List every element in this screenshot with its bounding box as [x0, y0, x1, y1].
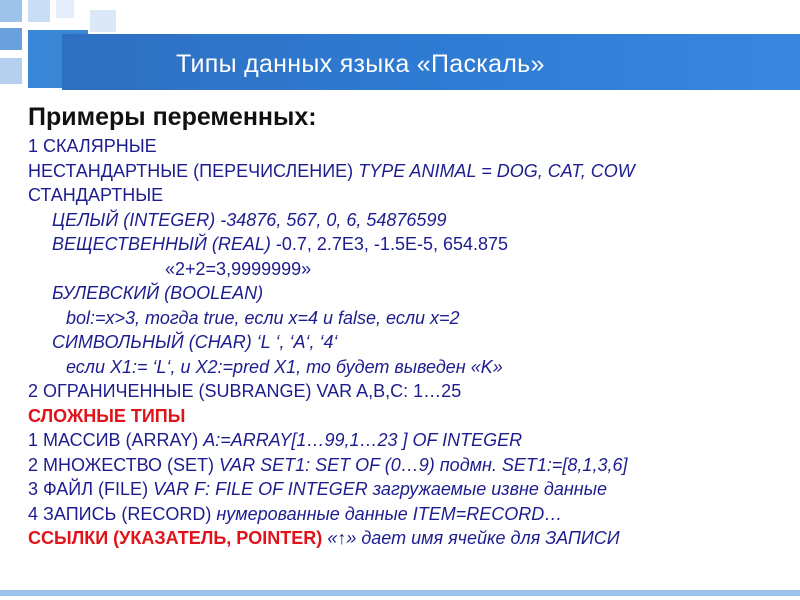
text-line: 1 СКАЛЯРНЫЕ	[28, 136, 157, 156]
decor-square	[90, 10, 116, 32]
text-line: ССЫЛКИ (УКАЗАТЕЛЬ, POINTER) «↑» дает имя ячейке для ЗАПИСИ	[28, 528, 620, 548]
section-heading-red: СЛОЖНЫЕ ТИПЫ	[28, 405, 186, 426]
text-line: ВЕЩЕСТВЕННЫЙ (REAL) -0.7, 2.7E3, -1.5E-5, 654.875	[52, 234, 509, 254]
slide-content	[28, 102, 792, 551]
bottom-bar	[0, 590, 800, 596]
section-heading: Примеры переменных:	[28, 103, 317, 131]
text-line	[28, 404, 792, 429]
text-line: если X1:= ‘L‘, и X2:=pred X1, то будет выведен «K»	[66, 356, 503, 377]
text-line: 2 МНОЖЕСТВО (SET) VAR SET1: SET OF (0…9) подмн. SET1:=[8,1,3,6]	[28, 454, 628, 475]
decor-square	[28, 0, 50, 22]
slide-title: Типы данных языка «Паскаль»	[176, 50, 545, 78]
decor-square	[56, 0, 74, 18]
text-line: СТАНДАРТНЫЕ	[28, 185, 164, 205]
decor-square	[0, 0, 22, 22]
decor-square	[0, 58, 22, 84]
text-line: НЕСТАНДАРТНЫЕ (ПЕРЕЧИСЛЕНИЕ) TYPE ANIMAL = DOG, CAT, COW	[28, 160, 635, 181]
text-line: СИМВОЛЬНЫЙ (CHAR) ‘L ‘, ‘A‘, ‘4‘	[52, 332, 338, 352]
text-line: БУЛЕВСКИЙ (BOOLEAN)	[52, 283, 264, 303]
decor-square	[0, 28, 22, 50]
text-line: 2 ОГРАНИЧЕННЫЕ (SUBRANGE) VAR A,B,C: 1…25	[28, 381, 462, 401]
text-line: bol:=x>3, тогда true, если x=4 и false, если x=2	[66, 307, 460, 328]
text-line: ЦЕЛЫЙ (INTEGER) -34876, 567, 0, 6, 54876599	[52, 209, 447, 230]
text-line: «2+2=3,9999999»	[165, 258, 312, 279]
text-line: 1 МАССИВ (ARRAY) A:=ARRAY[1…99,1…23 ] OF INTEGER	[28, 430, 523, 450]
text-line: 4 ЗАПИСЬ (RECORD) нумерованные данные ITEM=RECORD…	[28, 503, 563, 524]
text-line: 3 ФАЙЛ (FILE) VAR F: FILE OF INTEGER загружаемые извне данные	[28, 479, 607, 499]
